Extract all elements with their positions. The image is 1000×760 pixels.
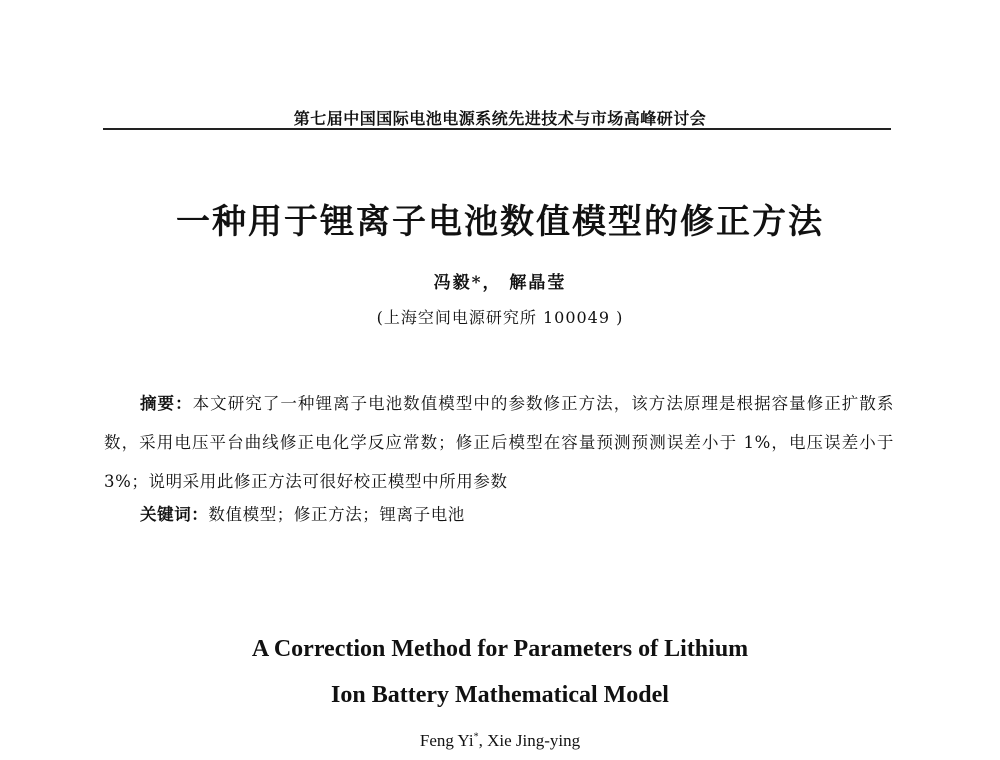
keywords-cn [140,501,465,525]
abstract-cn [104,384,894,501]
abstract-text: 本文研究了一种锂离子电池数值模型中的参数修正方法，该方法原理是根据容量修正扩散系数，采用电压平台曲线修正电化学反应常数；修正后模型在容量预测预测误差小于 1%，电压误差小于 3%；说明采用此修正方法可很好校正模型中所用参数 [104,394,894,491]
author-en-1: Feng Yi [419,731,474,750]
paper-title-cn: 一种用于锂离子电池数值模型的修正方法 [176,202,824,242]
title-en-line2: Ion Battery Mathematical Model [331,682,669,708]
conference-header: 第七届中国国际电池电源系统先进技术与市场高峰研讨会 [293,109,707,128]
paper-title-en [0,626,1000,718]
title-en-line1: A Correction Method for Parameters of Lithium [251,636,749,662]
authors-cn: 冯毅*， 解晶莹 [433,273,567,293]
authors-en [0,731,1000,751]
author-en-rest: , Xie Jing-ying [478,731,581,750]
keywords-label: 关键词： [140,505,209,524]
header-rule [103,128,891,130]
keywords-text: 数值模型；修正方法；锂离子电池 [208,505,465,524]
abstract-label: 摘要： [140,394,193,413]
corresponding-mark: * [473,731,479,743]
affiliation-cn: (上海空间电源研究所 100049 ) [376,308,624,327]
